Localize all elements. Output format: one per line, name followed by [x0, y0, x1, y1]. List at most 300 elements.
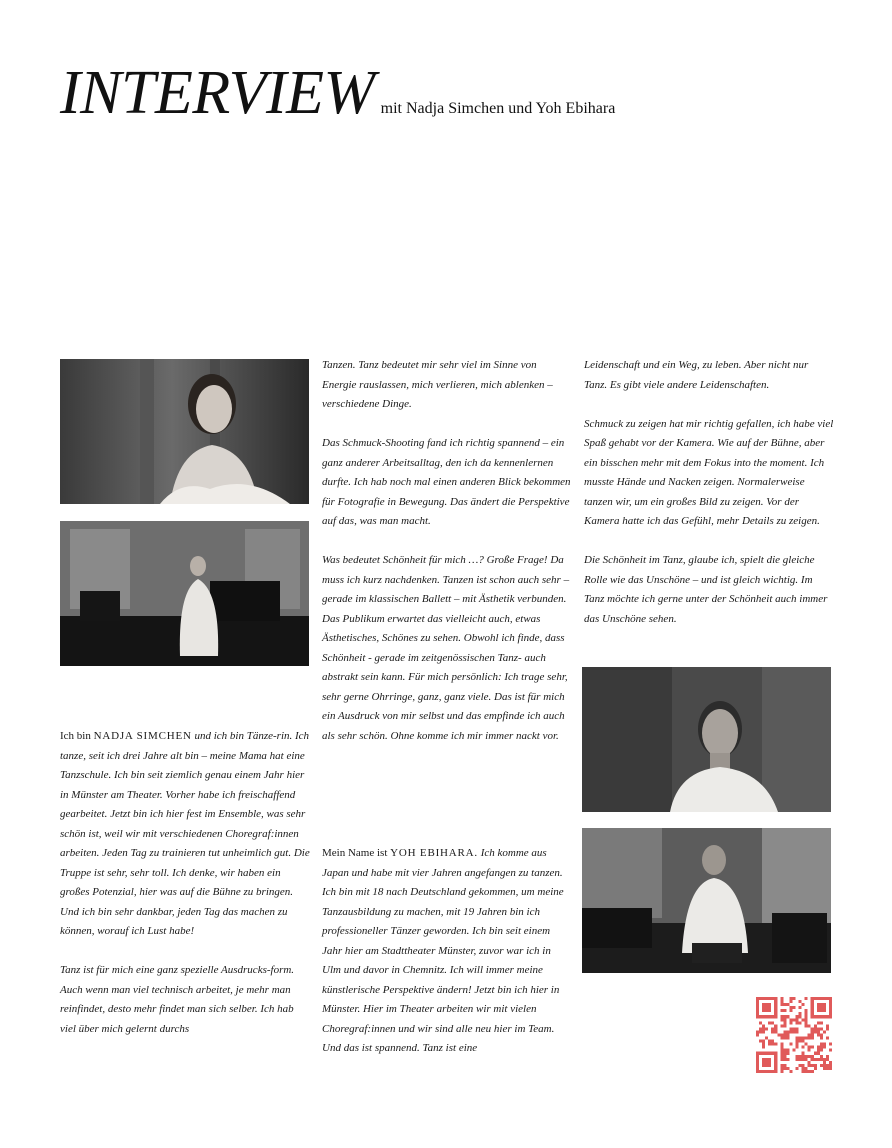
qr-module — [811, 1030, 814, 1033]
qr-module — [799, 1015, 802, 1018]
qr-module — [762, 1052, 765, 1055]
qr-module — [771, 1070, 774, 1073]
qr-module — [829, 1006, 832, 1009]
qr-module — [783, 1021, 786, 1024]
qr-module — [789, 1027, 792, 1030]
title-subtitle: mit Nadja Simchen und Yoh Ebihara — [380, 100, 616, 117]
qr-module — [756, 1058, 759, 1061]
qr-module — [792, 1027, 795, 1030]
nadja-intro-lead: Ich bin — [60, 730, 91, 742]
qr-module — [786, 1030, 789, 1033]
qr-module — [780, 1043, 783, 1046]
nadja-name: NADJA SIMCHEN — [93, 730, 192, 742]
qr-module — [762, 1043, 765, 1046]
qr-module — [805, 1024, 808, 1027]
qr-module — [817, 1006, 820, 1009]
qr-module — [811, 1037, 814, 1040]
qr-module — [811, 1006, 814, 1009]
qr-module — [814, 1067, 817, 1070]
qr-module — [786, 1015, 789, 1018]
qr-module — [823, 1064, 826, 1067]
qr-module — [780, 1024, 783, 1027]
qr-module — [811, 1027, 814, 1030]
yoh-intro-text: Ich komme aus Japan und habe mit vier Jahren angefangen zu tanzen. Ich bin mit 18 nach Deutschland gekommen, um meine Tanzausbildung zu machen, mit 19 Jahren bin ich professioneller Tänzer geworden. Ich bin seit einem Jahr hier am Stadttheater Münster, zuvor war ich in Ulm und davor in Chemnitz. Ich will immer meine künstlerische Perspektive ändern! Jetzt bin ich hier in Münster. Hier im Theater arbeiten wir mit vielen Choregraf:innen und wir sind alle neu hier im Team. Und das ist spannend. Tanz ist eine — [322, 847, 564, 1054]
qr-module — [814, 1015, 817, 1018]
qr-module — [817, 1015, 820, 1018]
qr-module — [829, 1061, 832, 1064]
qr-module — [762, 1027, 765, 1030]
qr-module — [805, 1021, 808, 1024]
qr-module — [765, 1058, 768, 1061]
qr-module — [799, 1012, 802, 1015]
qr-module — [826, 1064, 829, 1067]
qr-module — [774, 1064, 777, 1067]
qr-module — [805, 1015, 808, 1018]
qr-module — [820, 1049, 823, 1052]
qr-module — [774, 1009, 777, 1012]
qr-module — [826, 1015, 829, 1018]
qr-module — [756, 1006, 759, 1009]
yoh-name: YOH EBIHARA. — [390, 847, 478, 859]
qr-module — [808, 1037, 811, 1040]
qr-module — [817, 1027, 820, 1030]
qr-module — [756, 1003, 759, 1006]
qr-module — [805, 1058, 808, 1061]
qr-module — [762, 1064, 765, 1067]
qr-module — [786, 1037, 789, 1040]
qr-module — [805, 1043, 808, 1046]
qr-module — [789, 1043, 792, 1046]
qr-module — [768, 1021, 771, 1024]
qr-module — [826, 1037, 829, 1040]
col3-paragraph-2: Schmuck zu zeigen hat mir richtig gefallen, ich habe viel Spaß gehabt vor der Kamera. Wie auf der Bühne, aber ein bisschen mehr mit dem Fokus into the moment. Ich musste Hände und Nacken zeigen. Normalerweise tanzen wir, um ein großes Bild zu zeigen. Vor der Kamera hatte ich das Gefühl, mehr Details zu zeigen. — [584, 417, 834, 527]
qr-module — [765, 1006, 768, 1009]
qr-module — [774, 1000, 777, 1003]
qr-module — [808, 1064, 811, 1067]
qr-module — [814, 1024, 817, 1027]
qr-module — [796, 1043, 799, 1046]
qr-module — [811, 1003, 814, 1006]
qr-module — [811, 1055, 814, 1058]
qr-module — [829, 1067, 832, 1070]
qr-module — [817, 997, 820, 1000]
qr-module — [780, 1052, 783, 1055]
qr-module — [774, 1043, 777, 1046]
qr-module — [789, 1006, 792, 1009]
qr-module — [759, 1070, 762, 1073]
qr-module — [802, 1070, 805, 1073]
qr-module — [756, 1055, 759, 1058]
qr-module — [802, 1018, 805, 1021]
qr-module — [765, 1037, 768, 1040]
column-1 — [60, 727, 310, 1039]
qr-module — [783, 1033, 786, 1036]
qr-module — [756, 1070, 759, 1073]
qr-code-icon[interactable] — [756, 997, 832, 1073]
qr-module — [768, 1064, 771, 1067]
qr-module — [823, 1030, 826, 1033]
qr-module — [783, 1064, 786, 1067]
qr-module — [808, 1070, 811, 1073]
qr-module — [762, 1040, 765, 1043]
qr-module — [774, 1058, 777, 1061]
qr-module — [796, 1040, 799, 1043]
qr-module — [768, 997, 771, 1000]
qr-module — [823, 1043, 826, 1046]
qr-module — [780, 1049, 783, 1052]
qr-module — [805, 1070, 808, 1073]
qr-module — [771, 1021, 774, 1024]
qr-module — [789, 1030, 792, 1033]
qr-module — [765, 1070, 768, 1073]
photo-nadja-stage — [60, 521, 309, 666]
qr-module — [814, 1030, 817, 1033]
qr-module — [808, 1024, 811, 1027]
qr-module — [768, 1052, 771, 1055]
qr-module — [817, 1033, 820, 1036]
qr-module — [811, 1046, 814, 1049]
qr-module — [783, 1037, 786, 1040]
qr-module — [808, 1033, 811, 1036]
qr-module — [820, 1055, 823, 1058]
qr-module — [762, 1030, 765, 1033]
qr-module — [762, 1058, 765, 1061]
qr-module — [817, 1046, 820, 1049]
qr-module — [805, 1037, 808, 1040]
qr-module — [826, 1024, 829, 1027]
qr-module — [802, 1067, 805, 1070]
qr-module — [780, 1037, 783, 1040]
qr-module — [783, 1015, 786, 1018]
qr-module — [792, 1030, 795, 1033]
qr-module — [780, 1058, 783, 1061]
qr-module — [774, 1012, 777, 1015]
qr-module — [829, 1000, 832, 1003]
qr-module — [780, 1033, 783, 1036]
qr-module — [783, 1009, 786, 1012]
qr-module — [780, 1070, 783, 1073]
qr-module — [796, 1058, 799, 1061]
qr-module — [789, 1070, 792, 1073]
qr-module — [799, 1064, 802, 1067]
qr-module — [759, 997, 762, 1000]
qr-module — [768, 1015, 771, 1018]
qr-module — [783, 1003, 786, 1006]
qr-module — [796, 1027, 799, 1030]
qr-module — [762, 1046, 765, 1049]
qr-module — [829, 1043, 832, 1046]
photo-nadja-portrait — [60, 359, 309, 504]
qr-module — [799, 1055, 802, 1058]
qr-module — [817, 1003, 820, 1006]
qr-module — [805, 1055, 808, 1058]
qr-module — [765, 1027, 768, 1030]
qr-module — [814, 1058, 817, 1061]
qr-module — [759, 1015, 762, 1018]
qr-module — [768, 1009, 771, 1012]
qr-module — [771, 1015, 774, 1018]
qr-module — [799, 1021, 802, 1024]
yoh-intro-lead: Mein Name ist — [322, 847, 388, 859]
qr-module — [823, 1015, 826, 1018]
qr-module — [820, 997, 823, 1000]
qr-module — [783, 1052, 786, 1055]
nadja-intro-text: und ich bin Tänze-rin. Ich tanze, seit ich drei Jahre alt bin – meine Mama hat eine Tanzschule. Ich bin seit ziemlich genau einem Jahr hier in Münster am Theater. Vorher habe ich freischaffend gearbeitet. Jetzt bin ich hier fest im Ensemble, was sehr schön ist, weil wir mit verschiedenen Choregraf:innen arbeiten. Jeden Tag zu trainieren tut unheimlich gut. Die Truppe ist sehr, sehr toll. Ich denke, wir haben ein großes Potenzial, hier was auf die Bühne zu bringen. Und ich bin sehr dankbar, jeden Tag das machen zu können, worauf ich Lust habe! — [60, 730, 310, 937]
qr-module — [796, 1037, 799, 1040]
qr-module — [829, 1012, 832, 1015]
qr-module — [774, 1006, 777, 1009]
qr-module — [823, 1061, 826, 1064]
qr-module — [799, 1058, 802, 1061]
qr-module — [820, 1027, 823, 1030]
qr-module — [820, 1043, 823, 1046]
qr-module — [756, 997, 759, 1000]
qr-module — [808, 1061, 811, 1064]
qr-module — [774, 1003, 777, 1006]
qr-module — [792, 997, 795, 1000]
qr-module — [823, 1003, 826, 1006]
qr-module — [796, 1067, 799, 1070]
qr-module — [820, 1033, 823, 1036]
qr-module — [777, 1033, 780, 1036]
qr-module — [805, 997, 808, 1000]
qr-module — [780, 1015, 783, 1018]
qr-module — [774, 1024, 777, 1027]
qr-module — [808, 1046, 811, 1049]
qr-module — [820, 1021, 823, 1024]
qr-module — [811, 1033, 814, 1036]
qr-module — [796, 1046, 799, 1049]
col3-paragraph-1: Leidenschaft und ein Weg, zu leben. Aber nicht nur Tanz. Es gibt viele andere Leidenschaften. — [584, 359, 809, 391]
column-3 — [584, 356, 834, 629]
qr-module — [780, 1055, 783, 1058]
qr-module — [802, 1003, 805, 1006]
qr-module — [759, 1052, 762, 1055]
qr-module — [814, 997, 817, 1000]
qr-module — [765, 1003, 768, 1006]
qr-module — [817, 1021, 820, 1024]
qr-module — [756, 1064, 759, 1067]
photo-yoh-stage — [582, 828, 831, 973]
qr-module — [829, 1009, 832, 1012]
qr-module — [823, 1009, 826, 1012]
qr-module — [808, 1055, 811, 1058]
photo-yoh-portrait — [582, 667, 831, 812]
qr-module — [780, 1000, 783, 1003]
column-2 — [322, 356, 572, 746]
yoh-intro-paragraph — [322, 844, 572, 1059]
qr-module — [789, 1009, 792, 1012]
qr-module — [780, 1064, 783, 1067]
qr-module — [756, 1009, 759, 1012]
qr-module — [780, 1067, 783, 1070]
qr-module — [765, 1064, 768, 1067]
qr-module — [823, 1046, 826, 1049]
nadja-paragraph-2: Tanz ist für mich eine ganz spezielle Ausdrucks-form. Auch wenn man viel technisch arbeitet, je mehr man reinfindet, desto mehr findet man sich selber. Ich hab viel über mich gelernt durchs — [60, 964, 295, 1035]
qr-module — [759, 1040, 762, 1043]
qr-module — [792, 1006, 795, 1009]
qr-module — [811, 1064, 814, 1067]
qr-module — [792, 1049, 795, 1052]
qr-module — [829, 997, 832, 1000]
qr-module — [771, 1027, 774, 1030]
qr-module — [811, 1058, 814, 1061]
qr-module — [829, 1003, 832, 1006]
qr-module — [823, 1058, 826, 1061]
qr-module — [780, 1009, 783, 1012]
qr-module — [765, 1061, 768, 1064]
qr-module — [796, 1055, 799, 1058]
qr-module — [799, 1006, 802, 1009]
qr-module — [805, 1018, 808, 1021]
qr-module — [802, 1046, 805, 1049]
title-interview: INTERVIEW — [60, 59, 375, 127]
qr-module — [756, 1030, 759, 1033]
qr-module — [780, 1046, 783, 1049]
qr-module — [765, 1052, 768, 1055]
qr-module — [783, 1058, 786, 1061]
qr-module — [799, 1040, 802, 1043]
qr-module — [771, 1052, 774, 1055]
qr-module — [826, 1067, 829, 1070]
qr-module — [756, 1000, 759, 1003]
qr-module — [780, 997, 783, 1000]
qr-module — [792, 1018, 795, 1021]
qr-module — [756, 1052, 759, 1055]
qr-module — [762, 1061, 765, 1064]
qr-module — [756, 1067, 759, 1070]
qr-module — [820, 1046, 823, 1049]
qr-module — [805, 1009, 808, 1012]
qr-module — [762, 1003, 765, 1006]
qr-module — [786, 1049, 789, 1052]
qr-module — [765, 1009, 768, 1012]
qr-module — [796, 1021, 799, 1024]
col2-paragraph-3: Was bedeutet Schönheit für mich …? Große Frage! Da muss ich kurz nachdenken. Tanzen ist schon auch sehr – gerade im klassischen Ballett – mit Ästhetik verbunden. Das Publikum erwartet das vielleicht auch, etwas Ästhetisches, Schönes zu sehen. Obwohl ich finde, dass Schönheit - gerade im zeitgenössischen Tanz- auch abstrakt sein kann. Für mich persönlich: Ich trage sehr, sehr gerne Ohrringe, ganz, ganz viele. Das ist für mich ein Ausdruck von mir selbst und das empfinde ich auch als sehr schön. Ohne komme ich mir immer nackt vor. — [322, 554, 570, 742]
qr-module — [796, 1015, 799, 1018]
qr-module — [762, 1070, 765, 1073]
qr-module — [811, 1012, 814, 1015]
nadja-intro-paragraph — [60, 727, 310, 942]
qr-module — [799, 1037, 802, 1040]
qr-module — [768, 1006, 771, 1009]
qr-module — [811, 1009, 814, 1012]
qr-module — [774, 1015, 777, 1018]
qr-module — [820, 1009, 823, 1012]
qr-module — [759, 1027, 762, 1030]
qr-module — [789, 1018, 792, 1021]
qr-module — [756, 1061, 759, 1064]
qr-module — [796, 1018, 799, 1021]
qr-module — [826, 997, 829, 1000]
qr-module — [762, 1009, 765, 1012]
qr-module — [802, 1064, 805, 1067]
qr-module — [811, 1015, 814, 1018]
qr-module — [826, 1027, 829, 1030]
qr-module — [774, 1070, 777, 1073]
qr-module — [817, 1058, 820, 1061]
qr-module — [768, 1040, 771, 1043]
col2-paragraph-2: Das Schmuck-Shooting fand ich richtig spannend – ein ganz anderer Arbeitsalltag, den ich da kennenlernen durfte. Ich hab noch mal einen anderen Blick bekommen für Fotografie in Bewegung. Das ändert die Perspektive auf das, was man macht. — [322, 437, 571, 527]
qr-module — [823, 997, 826, 1000]
qr-module — [774, 1027, 777, 1030]
qr-module — [759, 1021, 762, 1024]
qr-module — [820, 1006, 823, 1009]
qr-module — [786, 1003, 789, 1006]
qr-module — [808, 1049, 811, 1052]
qr-module — [799, 1000, 802, 1003]
qr-module — [826, 1055, 829, 1058]
qr-module — [805, 1012, 808, 1015]
qr-module — [783, 1018, 786, 1021]
qr-module — [789, 1000, 792, 1003]
qr-module — [811, 1000, 814, 1003]
qr-module — [789, 997, 792, 1000]
qr-module — [814, 1064, 817, 1067]
qr-module — [768, 1003, 771, 1006]
qr-module — [771, 1030, 774, 1033]
qr-module — [796, 1030, 799, 1033]
qr-module — [811, 997, 814, 1000]
qr-module — [771, 1043, 774, 1046]
qr-module — [780, 1003, 783, 1006]
qr-module — [786, 1033, 789, 1036]
qr-module — [783, 1024, 786, 1027]
qr-module — [780, 1018, 783, 1021]
qr-module — [820, 1064, 823, 1067]
col3-paragraph-3: Die Schönheit im Tanz, glaube ich, spielt die gleiche Rolle wie das Unschöne – und ist gleich wichtig. Im Tanz möchte ich gerne unter der Schönheit auch immer das Unschöne sehen. — [584, 554, 828, 625]
page-title — [60, 59, 616, 127]
qr-module — [756, 1012, 759, 1015]
qr-module — [820, 1015, 823, 1018]
qr-module — [820, 1058, 823, 1061]
qr-module — [802, 1055, 805, 1058]
qr-module — [771, 997, 774, 1000]
qr-module — [756, 1015, 759, 1018]
qr-module — [768, 1070, 771, 1073]
qr-module — [817, 1049, 820, 1052]
qr-module — [814, 1027, 817, 1030]
qr-module — [802, 1052, 805, 1055]
qr-module — [774, 997, 777, 1000]
qr-module — [823, 1006, 826, 1009]
qr-module — [786, 1067, 789, 1070]
col2-paragraph-1: Tanzen. Tanz bedeutet mir sehr viel im Sinne von Energie rauslassen, mich verlieren, mich ablenken – verschiedene Dinge. — [322, 359, 553, 410]
qr-module — [802, 1040, 805, 1043]
qr-module — [768, 1058, 771, 1061]
qr-module — [774, 1030, 777, 1033]
qr-module — [826, 1058, 829, 1061]
qr-module — [774, 1052, 777, 1055]
qr-module — [762, 1015, 765, 1018]
column-2-yoh — [322, 844, 572, 1059]
qr-module — [814, 1052, 817, 1055]
qr-module — [768, 1061, 771, 1064]
qr-module — [774, 1055, 777, 1058]
qr-module — [756, 1033, 759, 1036]
qr-module — [771, 1040, 774, 1043]
qr-module — [811, 1070, 814, 1073]
qr-module — [762, 1006, 765, 1009]
qr-module — [762, 1024, 765, 1027]
qr-module — [774, 1061, 777, 1064]
qr-module — [820, 1037, 823, 1040]
qr-module — [802, 1058, 805, 1061]
qr-module — [817, 1052, 820, 1055]
qr-module — [786, 1058, 789, 1061]
qr-module — [783, 1067, 786, 1070]
qr-module — [829, 1015, 832, 1018]
